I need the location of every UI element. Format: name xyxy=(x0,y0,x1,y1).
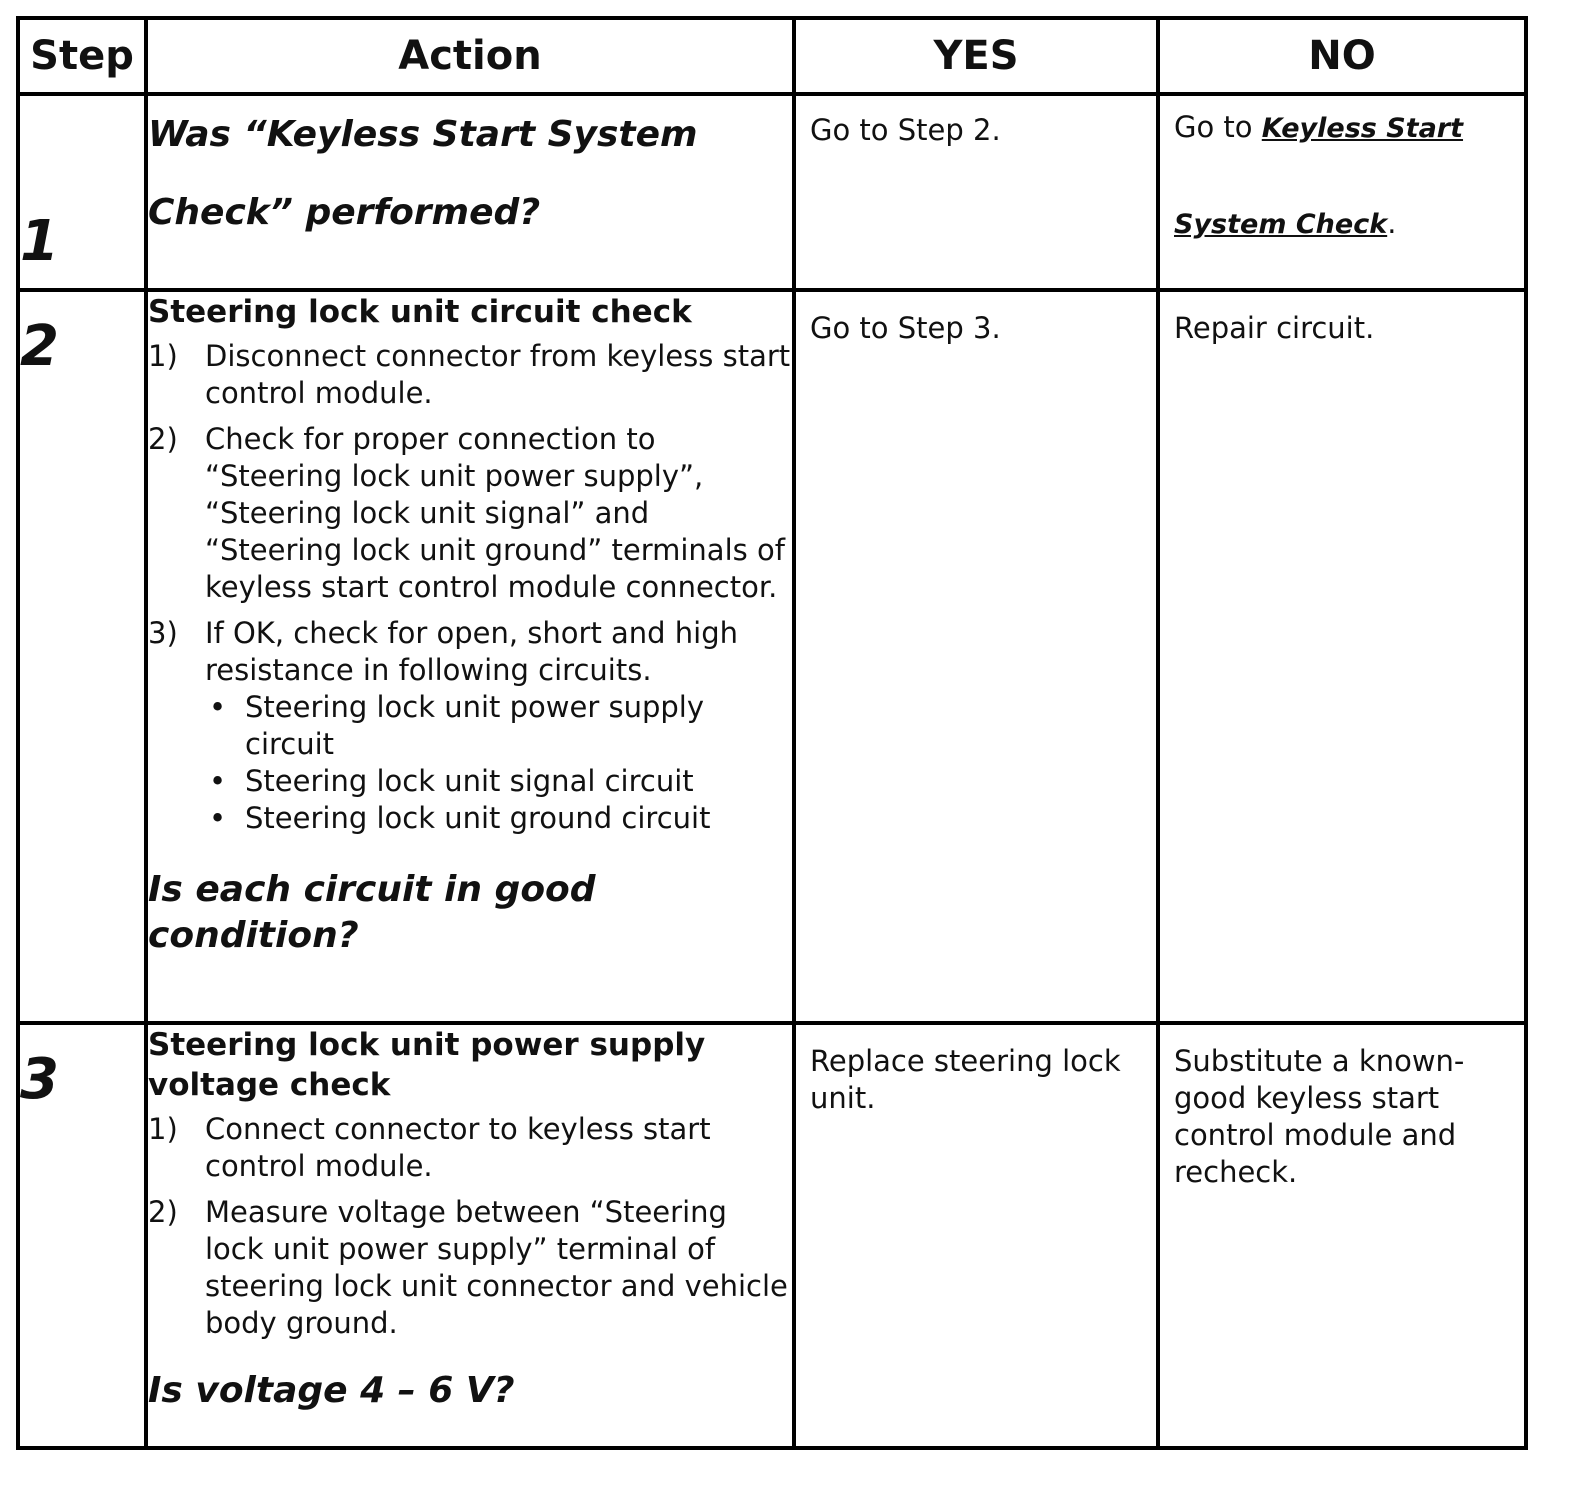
procedure-list xyxy=(148,1111,792,1342)
circuit-item xyxy=(205,800,792,837)
circuit-list xyxy=(205,689,792,837)
procedure-text: Measure voltage between “Steering lock unit power supply” terminal of steering lock unit connector and vehicle body ground. xyxy=(205,1195,788,1340)
no-cell xyxy=(1158,290,1526,1023)
circuit-item xyxy=(205,763,792,800)
step-heading: Steering lock unit circuit check xyxy=(148,294,692,330)
procedure-item xyxy=(148,615,792,837)
yes-cell xyxy=(794,94,1158,290)
no-text: Repair circuit. xyxy=(1174,311,1375,345)
no-text xyxy=(1160,80,1524,272)
question-line: Was “Keyless Start System xyxy=(148,114,698,155)
procedure-item xyxy=(148,1111,792,1185)
system-check-link[interactable]: System Check xyxy=(1174,209,1388,240)
no-text: Substitute a known-good keyless start control module and recheck. xyxy=(1174,1044,1465,1189)
step-question: Is each circuit in good condition? xyxy=(148,869,596,956)
procedure-text: Disconnect connector from keyless start control module. xyxy=(205,339,791,410)
table-row xyxy=(18,290,1526,1023)
step-question: Is voltage 4 – 6 V? xyxy=(148,1370,515,1411)
header-no: NO xyxy=(1158,18,1526,94)
circuit-text: Steering lock unit power supply circuit xyxy=(245,690,704,761)
procedure-list xyxy=(148,338,792,837)
yes-cell xyxy=(794,1023,1158,1448)
keyless-start-link[interactable]: Keyless Start xyxy=(1261,113,1464,144)
circuit-item xyxy=(205,689,792,763)
step-number: 2 xyxy=(18,290,146,1023)
table-row xyxy=(18,94,1526,290)
no-cell xyxy=(1158,1023,1526,1448)
yes-cell xyxy=(794,290,1158,1023)
procedure-text: If OK, check for open, short and high resistance in following circuits. xyxy=(205,616,739,687)
step-number: 3 xyxy=(18,1023,146,1448)
bullet-icon: • xyxy=(209,764,227,798)
procedure-text: Check for proper connection to “Steering lock unit power supply”, “Steering lock unit signal” and “Steering lock unit ground” terminals of keyless start control module connector. xyxy=(205,422,785,604)
procedure-item xyxy=(148,1194,792,1342)
circuit-text: Steering lock unit signal circuit xyxy=(245,764,694,798)
procedure-item xyxy=(148,421,792,606)
no-prefix: Go to xyxy=(1174,110,1253,144)
procedure-number: 1) xyxy=(148,339,178,373)
header-action: Action xyxy=(146,18,794,94)
table-row xyxy=(18,1023,1526,1448)
circuit-text: Steering lock unit ground circuit xyxy=(245,801,711,835)
question-line: Check” performed? xyxy=(148,192,541,233)
yes-text: Go to Step 2. xyxy=(810,113,1001,147)
yes-text: Replace steering lock unit. xyxy=(810,1044,1121,1115)
step-heading: Steering lock unit power supply voltage check xyxy=(148,1027,706,1103)
bullet-icon: • xyxy=(209,801,227,835)
procedure-number: 2) xyxy=(148,1195,178,1229)
yes-text: Go to Step 3. xyxy=(810,311,1001,345)
procedure-text: Connect connector to keyless start control module. xyxy=(205,1112,711,1183)
header-yes: YES xyxy=(794,18,1158,94)
action-cell xyxy=(146,94,794,290)
procedure-number: 1) xyxy=(148,1112,178,1146)
no-cell xyxy=(1158,94,1526,290)
procedure-number: 2) xyxy=(148,422,178,456)
action-cell xyxy=(146,1023,794,1448)
procedure-number: 3) xyxy=(148,616,178,650)
action-cell xyxy=(146,290,794,1023)
step-question xyxy=(148,96,792,252)
bullet-icon: • xyxy=(209,690,227,724)
troubleshooting-table xyxy=(16,16,1528,1450)
no-suffix: . xyxy=(1387,206,1397,240)
procedure-item xyxy=(148,338,792,412)
header-step: Step xyxy=(18,18,146,94)
step-number: 1 xyxy=(18,94,146,290)
